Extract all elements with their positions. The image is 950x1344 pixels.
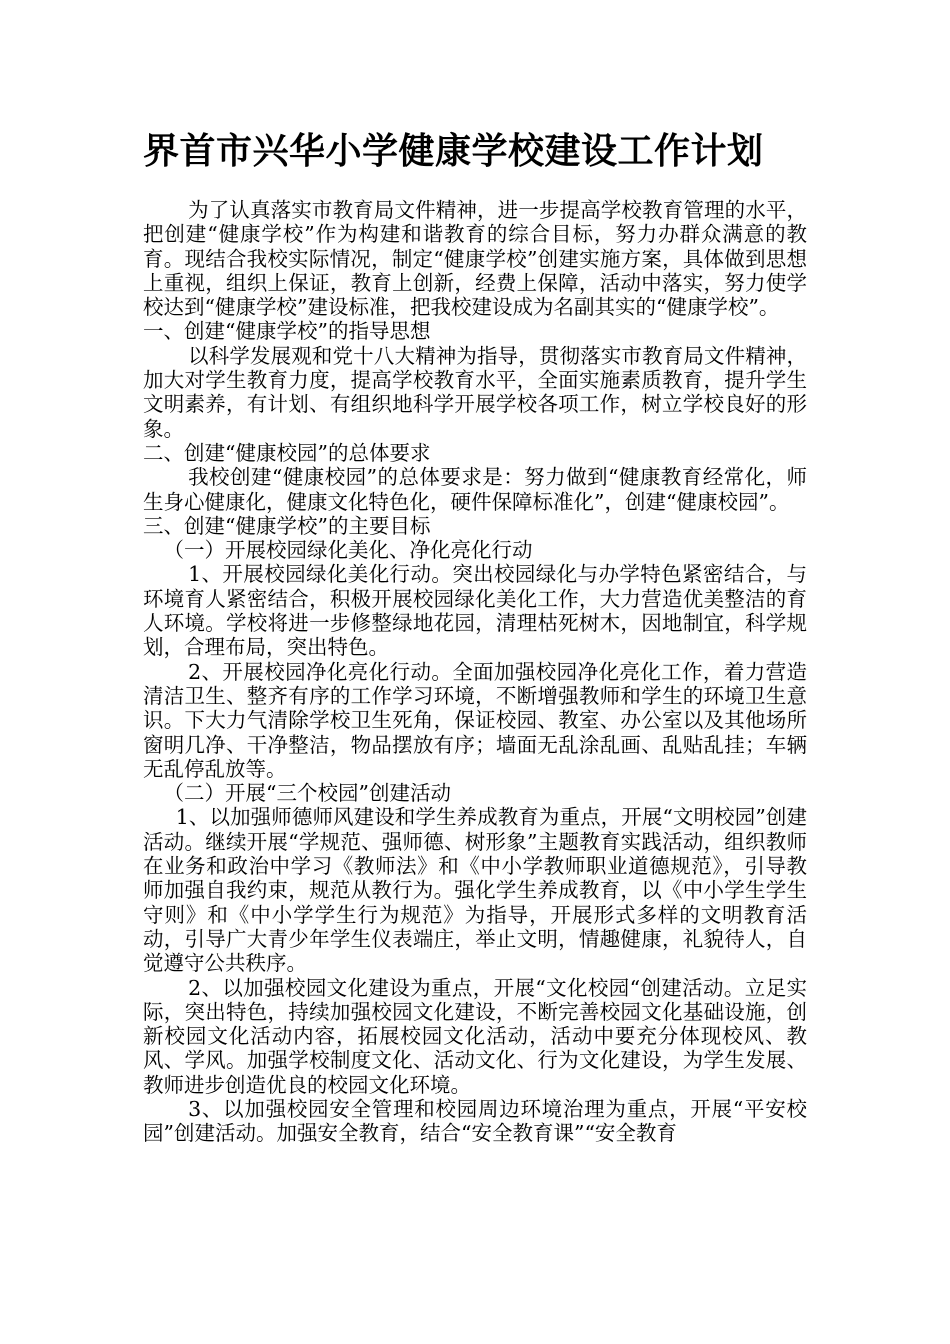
- paragraph: 1、开展校园绿化美化行动。突出校园绿化与办学特色紧密结合，与环境育人紧密结合，积极开展校园绿化美化工作，大力营造优美整洁的育人环境。学校将进一步修整绿地花园，清理枯死树木，因地制宜，科学规划，合理布局，突出特色。: [143, 562, 807, 660]
- paragraph: 三、创建“健康学校”的主要目标: [143, 513, 431, 538]
- document-body: [143, 198, 807, 1146]
- document-title: 界首市兴华小学健康学校建设工作计划: [143, 131, 764, 172]
- paragraph: 3、以加强校园安全管理和校园周边环境治理为重点，开展“平安校园”创建活动。加强安全教育，结合“安全教育课”“安全教育: [143, 1096, 807, 1146]
- paragraph: 我校创建“健康校园”的总体要求是：努力做到“健康教育经常化，师生身心健康化，健康文化特色化，硬件保障标准化”，创建“健康校园”。: [143, 465, 807, 514]
- paragraph: 为了认真落实市教育局文件精神，进一步提高学校教育管理的水平，把创建“健康学校”作为构建和谐教育的综合目标，努力办群众满意的教育。现结合我校实际情况，制定“健康学校”创建实施方案，具体做到思想上重视，组织上保证，教育上创新，经费上保障，活动中落实，努力使学校达到“健康学校”建设标准，把我校建设成为名副其实的“健康学校”。: [143, 198, 807, 320]
- paragraph: 以科学发展观和党十八大精神为指导，贯彻落实市教育局文件精神，加大对学生教育力度，提高学校教育水平，全面实施素质教育，提升学生文明素养，有计划、有组织地科学开展学校各项工作，树立学校良好的形象。: [143, 343, 807, 441]
- paragraph: 一、创建“健康学校”的指导思想: [143, 319, 431, 344]
- paragraph: 2、以加强校园文化建设为重点，开展“文化校园“创建活动。立足实际，突出特色，持续加强校园文化建设，不断完善校园文化基础设施，创新校园文化活动内容，拓展校园文化活动，活动中要充分体现校风、教风、学风。加强学校制度文化、活动文化、行为文化建设，为学生发展、教师进步创造优良的校园文化环境。: [143, 975, 807, 1097]
- paragraph: （一）开展校园绿化美化、净化亮化行动: [163, 538, 533, 563]
- paragraph: 1、以加强师德师风建设和学生养成教育为重点，开展“文明校园”创建活动。继续开展“学规范、强师德、树形象”主题教育实践活动，组织教师在业务和政治中学习《教师法》和《中小学教师职业道德规范》，引导教师加强自我约束，规范从教行为。强化学生养成教育，以《中小学生学生守则》和《中小学学生行为规范》为指导，开展形式多样的文明教育活动，引导广大青少年学生仪表端庄，举止文明，情趣健康，礼貌待人，自觉遵守公共秩序。: [143, 805, 807, 976]
- paragraph: 二、创建“健康校园”的总体要求: [143, 440, 431, 465]
- paragraph: 2、开展校园净化亮化行动。全面加强校园净化亮化工作，着力营造清洁卫生、整齐有序的工作学习环境，不断增强教师和学生的环境卫生意识。下大力气清除学校卫生死角，保证校园、教室、办公室以及其他场所窗明几净、干净整洁，物品摆放有序；墙面无乱涂乱画、乱贴乱挂；车辆无乱停乱放等。: [143, 659, 807, 781]
- paragraph: （二）开展“三个校园”创建活动: [163, 781, 451, 806]
